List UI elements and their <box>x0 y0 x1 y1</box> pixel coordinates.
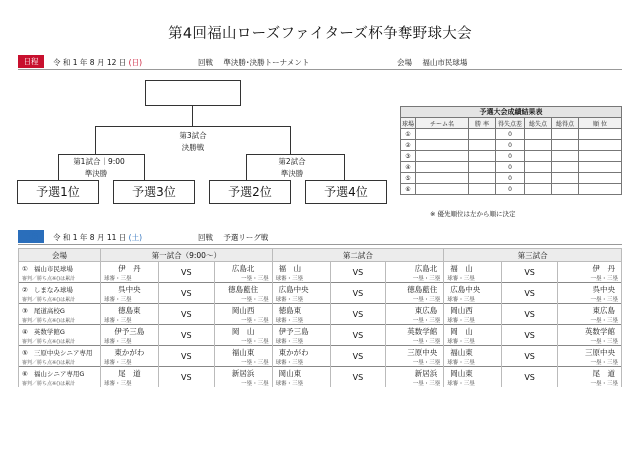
team-home: 伊 丹 <box>100 262 158 275</box>
team-home: 徳島東 <box>272 304 330 317</box>
vs-label: VS <box>158 325 214 346</box>
league-venue-name: 英数学館G <box>33 327 65 336</box>
prelim-date-text: 令 和 1 年 8 月 11 日 <box>53 233 127 242</box>
team-home: 岡山東 <box>444 367 502 380</box>
team-home: 岡山西 <box>444 304 502 317</box>
league-row <box>19 346 622 359</box>
vs-label: VS <box>158 304 214 325</box>
team-away: 新居浜 <box>214 367 272 380</box>
team-home: 呉中央 <box>100 283 158 296</box>
team-away: 広島北 <box>214 262 272 275</box>
team-away: 東広島 <box>386 304 444 317</box>
league-row <box>19 325 622 338</box>
league-venue-number: ④ <box>22 327 28 336</box>
team-away: 岡山西 <box>214 304 272 317</box>
vs-label: VS <box>502 367 558 388</box>
results-row-number: ② <box>401 140 416 151</box>
team-home: 福 山 <box>272 262 330 275</box>
vs-label: VS <box>330 346 386 367</box>
umpire-label: 球審・三塁 <box>100 316 158 325</box>
results-row-diff: 0 <box>496 151 525 162</box>
vs-label: VS <box>330 367 386 388</box>
umpire-label: 一塁・三塁 <box>386 274 444 283</box>
results-row-number: ⑥ <box>401 184 416 195</box>
finals-venue-label: 会場 <box>397 58 412 67</box>
final-match-name: 決勝戦 <box>172 143 214 153</box>
team-away: 徳島藍住 <box>386 283 444 296</box>
league-venue-name: 三原中央シニア専用 <box>33 348 93 357</box>
bracket-line <box>246 154 247 180</box>
prelim-round-value: 予選リーグ戦 <box>223 233 269 242</box>
umpire-label: 球審・三塁 <box>100 337 158 346</box>
umpire-label: 球審・三塁 <box>444 379 502 387</box>
league-venue-number: ⑥ <box>22 369 28 378</box>
umpire-label: 球審・三塁 <box>444 316 502 325</box>
bracket-line <box>95 126 290 127</box>
umpire-label: 一塁・三塁 <box>386 295 444 304</box>
team-away: 英数学館 <box>386 325 444 338</box>
page-title: 第4回福山ローズファイターズ杯争奪野球大会 <box>168 26 472 42</box>
team-away: 岡 山 <box>214 325 272 338</box>
league-venue <box>19 283 101 296</box>
finals-day: (日) <box>128 58 143 67</box>
umpire-label: 球審・三塁 <box>444 337 502 346</box>
bracket-line <box>290 126 291 154</box>
league-venue-name: しまなみ球場 <box>33 285 73 294</box>
schedule-tag: 日程 <box>18 55 44 68</box>
umpire-label: 一塁・三塁 <box>558 379 622 387</box>
umpire-label: 一塁・三塁 <box>386 379 444 387</box>
umpire-label: 一塁・三塁 <box>386 358 444 367</box>
semi1-match-name: 準決勝 <box>76 169 116 179</box>
league-venue-note: 審判／勝ち点※()は累計 <box>19 379 101 387</box>
league-venue-number: ⑤ <box>22 348 28 357</box>
umpire-label: 球審・三塁 <box>100 358 158 367</box>
league-header-venue: 会場 <box>19 249 101 262</box>
results-note: ※ 優先順位は左から順に決定 <box>430 210 516 218</box>
results-row <box>401 184 622 195</box>
team-away: 英数学館 <box>558 325 622 338</box>
results-row-number: ⑤ <box>401 173 416 184</box>
results-header-rank: 順 位 <box>579 118 622 129</box>
bracket-line <box>192 106 193 126</box>
league-venue-number: ③ <box>22 306 28 315</box>
team-home: 東かがわ <box>272 346 330 359</box>
vs-label: VS <box>158 262 214 283</box>
league-venue-note: 審判／勝ち点※()は累計 <box>19 358 101 367</box>
bracket-line <box>344 154 345 180</box>
vs-label: VS <box>502 283 558 304</box>
team-home: 東かがわ <box>100 346 158 359</box>
bracket-line <box>58 154 144 155</box>
finals-round-label: 回戦 <box>198 58 213 67</box>
finals-date-text: 令 和 1 年 8 月 12 日 <box>53 58 127 67</box>
finals-date <box>53 57 142 68</box>
team-home: 岡山東 <box>272 367 330 380</box>
results-header-scored: 総得点 <box>552 118 579 129</box>
team-away: 三原中央 <box>558 346 622 359</box>
league-row <box>19 262 622 275</box>
umpire-label: 球審・三塁 <box>272 358 330 367</box>
bracket-line <box>95 126 96 154</box>
vs-label: VS <box>330 304 386 325</box>
results-row <box>401 173 622 184</box>
umpire-label: 一塁・三塁 <box>214 358 272 367</box>
team-home: 岡 山 <box>444 325 502 338</box>
vs-label: VS <box>502 262 558 283</box>
umpire-label: 一塁・三塁 <box>386 316 444 325</box>
vs-label: VS <box>158 367 214 388</box>
final-match-label: 第3試合 <box>172 131 214 141</box>
results-row <box>401 151 622 162</box>
finals-venue <box>397 57 467 68</box>
seed-box-3: 予選3位 <box>113 180 195 204</box>
team-home: 伊予三島 <box>272 325 330 338</box>
umpire-label: 一塁・三塁 <box>386 337 444 346</box>
results-row-diff: 0 <box>496 162 525 173</box>
league-venue <box>19 304 101 317</box>
league-header-game2: 第二試合 <box>272 249 444 262</box>
results-row <box>401 162 622 173</box>
seed-box-2: 予選2位 <box>209 180 291 204</box>
bracket-line <box>246 154 344 155</box>
league-venue-name: 尾道高校G <box>33 306 65 315</box>
prelim-round-label: 回戦 <box>198 233 213 242</box>
finals-venue-value: 福山市民球場 <box>422 58 468 67</box>
prelim-tag: 予選 <box>18 230 44 243</box>
results-table-caption: 予選大会成績結果表 <box>401 107 622 118</box>
umpire-label: 球審・三塁 <box>444 358 502 367</box>
vs-label: VS <box>502 325 558 346</box>
umpire-label: 一塁・三塁 <box>558 295 622 304</box>
team-home: 福 山 <box>444 262 502 275</box>
umpire-label: 球審・三塁 <box>100 295 158 304</box>
results-header-winrate: 勝 率 <box>469 118 496 129</box>
results-header-allowed: 総失点 <box>525 118 552 129</box>
prelim-header-rule <box>18 244 622 245</box>
league-venue-note: 審判／勝ち点※()は累計 <box>19 337 101 346</box>
semi2-match-name: 準決勝 <box>272 169 312 179</box>
seed-box-4: 予選4位 <box>305 180 387 204</box>
vs-label: VS <box>502 304 558 325</box>
results-header-diff: 得失点差 <box>496 118 525 129</box>
results-row-number: ① <box>401 129 416 140</box>
prelim-date <box>53 232 142 243</box>
umpire-label: 球審・三塁 <box>272 379 330 387</box>
league-venue <box>19 262 101 275</box>
results-table <box>400 106 622 195</box>
vs-label: VS <box>330 325 386 346</box>
team-home: 福山東 <box>444 346 502 359</box>
team-home: 尾 道 <box>100 367 158 380</box>
umpire-label: 球審・三塁 <box>444 274 502 283</box>
league-table <box>18 248 622 387</box>
team-away: 呉中央 <box>558 283 622 296</box>
umpire-label: 一塁・三塁 <box>558 316 622 325</box>
umpire-label: 球審・三塁 <box>272 274 330 283</box>
team-away: 尾 道 <box>558 367 622 380</box>
semi2-match-label: 第2試合 <box>272 157 312 167</box>
prelim-day: (土) <box>128 233 143 242</box>
team-home: 広島中央 <box>272 283 330 296</box>
results-header-team: チーム名 <box>416 118 469 129</box>
league-venue-number: ② <box>22 285 28 294</box>
umpire-label: 球審・三塁 <box>272 316 330 325</box>
league-venue <box>19 346 101 359</box>
umpire-label: 球審・三塁 <box>272 295 330 304</box>
team-home: 広島中央 <box>444 283 502 296</box>
finals-round <box>198 57 309 68</box>
league-venue <box>19 325 101 338</box>
prelim-round <box>198 232 268 243</box>
results-row <box>401 129 622 140</box>
vs-label: VS <box>502 346 558 367</box>
vs-label: VS <box>158 346 214 367</box>
league-header-game3: 第三試合 <box>444 249 622 262</box>
umpire-label: 一塁・三塁 <box>558 274 622 283</box>
team-away: 福山東 <box>214 346 272 359</box>
results-row-number: ③ <box>401 151 416 162</box>
umpire-label: 球審・三塁 <box>100 379 158 387</box>
umpire-label: 一塁・三塁 <box>558 337 622 346</box>
bracket-line <box>58 154 59 180</box>
bracket-line <box>144 154 145 180</box>
umpire-label: 一塁・三塁 <box>214 274 272 283</box>
league-venue-note: 審判／勝ち点※()は累計 <box>19 274 101 283</box>
results-row <box>401 140 622 151</box>
umpire-label: 一塁・三塁 <box>214 316 272 325</box>
league-venue-number: ① <box>22 264 28 273</box>
league-venue-note: 審判／勝ち点※()は累計 <box>19 316 101 325</box>
vs-label: VS <box>158 283 214 304</box>
team-away: 新居浜 <box>386 367 444 380</box>
team-away: 東広島 <box>558 304 622 317</box>
league-venue-note: 審判／勝ち点※()は累計 <box>19 295 101 304</box>
umpire-label: 一塁・三塁 <box>214 295 272 304</box>
results-row-diff: 0 <box>496 184 525 195</box>
league-venue-name: 福山シニア専用G <box>33 369 85 378</box>
results-header-venue: 球場 <box>401 118 416 129</box>
team-away: 徳島藍住 <box>214 283 272 296</box>
results-row-number: ④ <box>401 162 416 173</box>
finals-round-value: 準決勝･決勝トーナメント <box>223 58 310 67</box>
umpire-label: 球審・三塁 <box>444 295 502 304</box>
team-home: 徳島東 <box>100 304 158 317</box>
umpire-label: 球審・三塁 <box>100 274 158 283</box>
results-row-diff: 0 <box>496 140 525 151</box>
league-venue <box>19 367 101 380</box>
umpire-label: 一塁・三塁 <box>558 358 622 367</box>
vs-label: VS <box>330 283 386 304</box>
finals-header-rule <box>18 69 622 70</box>
seed-box-1: 予選1位 <box>17 180 99 204</box>
results-row-diff: 0 <box>496 173 525 184</box>
team-away: 広島北 <box>386 262 444 275</box>
league-header-game1: 第一試合（9:00～） <box>100 249 272 262</box>
league-row <box>19 283 622 296</box>
umpire-label: 一塁・三塁 <box>214 337 272 346</box>
semi1-match-label: 第1試合｜9:00 <box>64 157 134 167</box>
league-venue-name: 福山市民球場 <box>33 264 73 273</box>
team-home: 伊予三島 <box>100 325 158 338</box>
umpire-label: 一塁・三塁 <box>214 379 272 387</box>
results-row-diff: 0 <box>496 129 525 140</box>
vs-label: VS <box>330 262 386 283</box>
champion-box <box>145 80 241 106</box>
team-away: 伊 丹 <box>558 262 622 275</box>
umpire-label: 球審・三塁 <box>272 337 330 346</box>
league-row <box>19 367 622 380</box>
team-away: 三原中央 <box>386 346 444 359</box>
league-row <box>19 304 622 317</box>
